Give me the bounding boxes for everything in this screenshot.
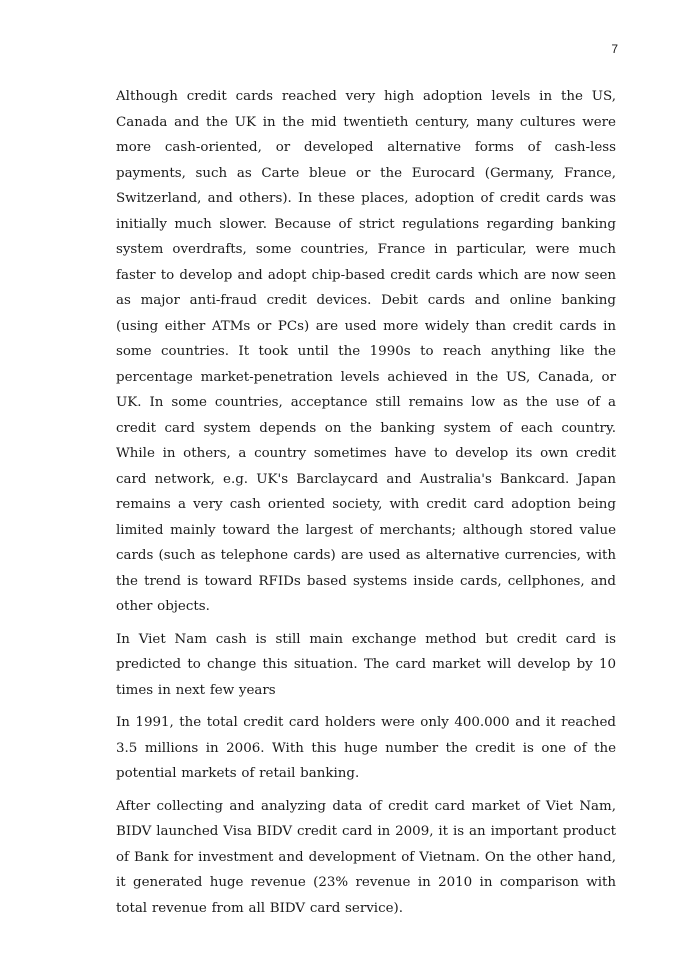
paragraph-credit-card-adoption: Although credit cards reached very high adoption levels in the US, Canada and the UK in the mid twentieth century, many cultures were more cash-oriented, or developed alternative forms of cash-less payments, such as Carte bleue or the Eurocard (Germany, France, Switzerland, and others). In these places, adoption of credit cards was initially much slower. Because of strict regulations regarding banking system overdrafts, some countries, France in particular, were much faster to develop and adopt chip-based credit cards which are now seen as major anti-fraud credit devices. Debit cards and online banking (using either ATMs or PCs) are used more widely than credit cards in some countries. It took until the 1990s to reach anything like the percentage market-penetration levels achieved in the US, Canada, or UK. In some countries, acceptance still remains low as the use of a credit card system depends on the banking system of each country. While in others, a country sometimes have to develop its own credit card network, e.g. UK's Barclaycard and Australia's Bankcard. Japan remains a very cash oriented society, with credit card adoption being limited mainly toward the largest of merchants; although stored value cards (such as telephone cards) are used as alternative currencies, with the trend is toward RFIDs based systems inside cards, cellphones, and other objects. xyxy=(116,89,616,614)
page-number: 7 xyxy=(611,42,618,56)
document-body xyxy=(116,84,616,928)
paragraph-viet-nam-cash: In Viet Nam cash is still main exchange method but credit card is predicted to change this situation. The card market will develop by 10 times in next few years xyxy=(116,631,616,698)
paragraph-card-holders-1991: In 1991, the total credit card holders were only 400.000 and it reached 3.5 millions in 2006. With this huge number the credit is one of the potential markets of retail banking. xyxy=(116,715,616,781)
paragraph-bidv-visa-card: After collecting and analyzing data of credit card market of Viet Nam, BIDV launched Visa BIDV credit card in 2009, it is an important product of Bank for investment and development of Vietnam. On the other hand, it generated huge revenue (23% revenue in 2010 in comparison with total revenue from all BIDV card service). xyxy=(116,798,616,916)
